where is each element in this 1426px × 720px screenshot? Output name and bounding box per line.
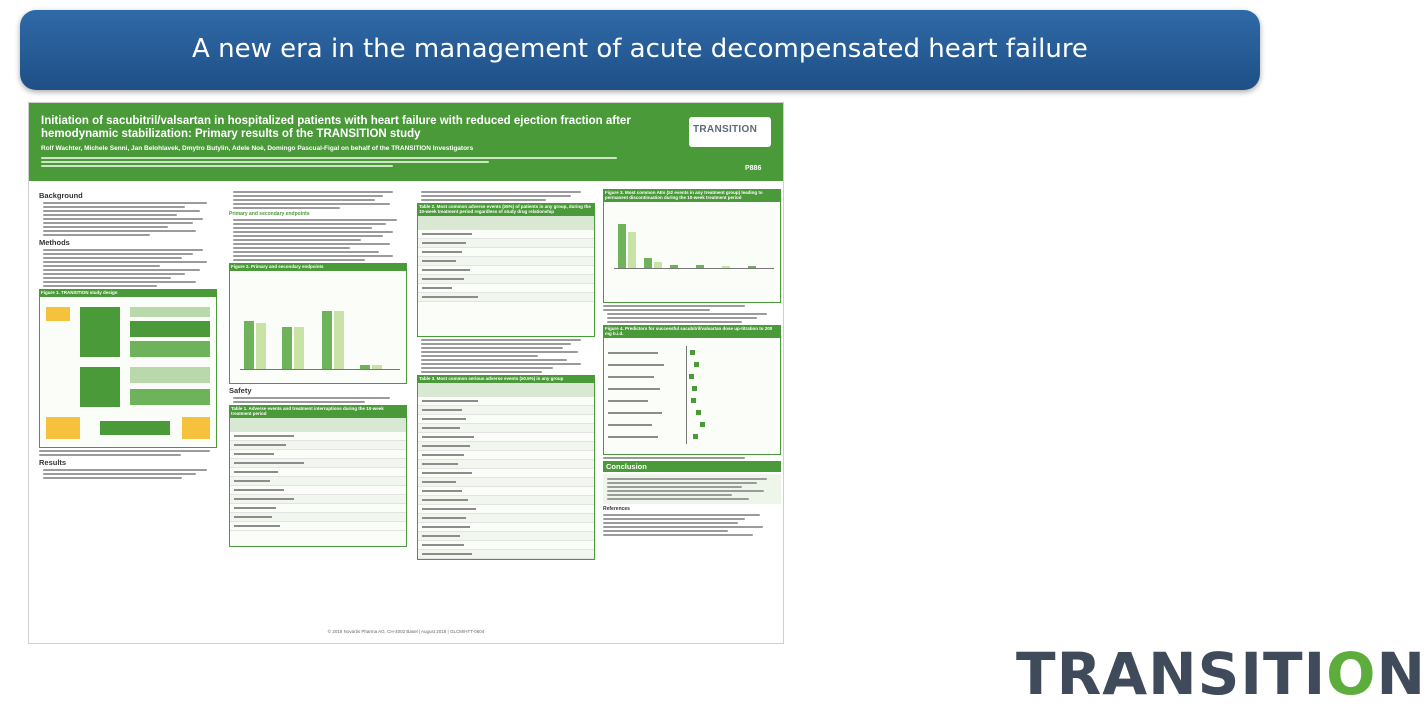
transition-logo: TRANSITION	[1016, 640, 1426, 708]
poster-affiliations	[41, 155, 681, 169]
figure-1-study-design	[39, 296, 217, 448]
poster-code: P886	[745, 165, 762, 172]
figure-4-predictors	[603, 337, 781, 455]
table-1-title: Table 1. Adverse events and treatment interruptions during the 10-week treatment period	[229, 405, 407, 417]
title-banner	[20, 10, 1260, 90]
poster-column-1	[39, 189, 217, 481]
section-primary-secondary: Primary and secondary endpoints	[229, 211, 310, 217]
poster-column-2	[229, 189, 407, 547]
table-3	[417, 382, 595, 560]
section-references: References	[603, 506, 630, 512]
figure-3-title: Figure 3. Most common AEs (≥2 events in any treatment group) leading to permanent discontinuation during the 10-week treatment period	[603, 189, 781, 201]
figure-2-endpoints	[229, 270, 407, 384]
poster-title: Initiation of sacubitril/valsartan in hospitalized patients with heart failure with reduced ejection fraction after hemodynamic stabilization: Primary results of the TRANSITION study	[41, 115, 631, 140]
section-results: Results	[39, 458, 67, 467]
figure-2-title: Figure 2. Primary and secondary endpoints	[229, 263, 407, 270]
table-1	[229, 417, 407, 547]
poster-footer: © 2018 Novartis Pharma AG, CH-4002 Basel | August 2018 | GLCM/HTT-0604	[327, 629, 485, 634]
figure-1-title: Figure 1. TRANSITION study design	[39, 289, 217, 296]
poster-column-4	[603, 189, 781, 538]
poster-header	[29, 103, 783, 181]
section-background: Background	[39, 191, 83, 200]
figure-4-title: Figure 4. Predictors for successful sacubitril/valsartan dose up-titration to 200 mg b.i.d.	[603, 325, 781, 337]
poster	[28, 102, 784, 644]
poster-column-3	[417, 189, 595, 560]
table-2	[417, 215, 595, 337]
section-methods: Methods	[39, 238, 70, 247]
slide-title: A new era in the management of acute decompensated heart failure	[192, 34, 1088, 64]
section-safety: Safety	[229, 386, 252, 395]
poster-logo: TRANSITION	[689, 117, 771, 147]
poster-authors: Rolf Wachter, Michele Senni, Jan Belohlavek, Dmytro Butylin, Adele Noè, Domingo Pascual-Figal on behalf of the TRANSITION Investigators	[41, 145, 474, 152]
heart-icon: O	[1326, 640, 1377, 708]
table-2-title: Table 2. Most common adverse events (≥5%) of patients in any group, during the 10-week treatment period regardless of study drug relationship	[417, 203, 595, 215]
section-conclusion: Conclusion	[603, 461, 781, 472]
figure-3-discontinuation-chart	[603, 201, 781, 303]
table-3-title: Table 3. Most common serious adverse events (≥0.5%) in any group	[417, 375, 595, 382]
conclusion-box	[603, 474, 781, 504]
